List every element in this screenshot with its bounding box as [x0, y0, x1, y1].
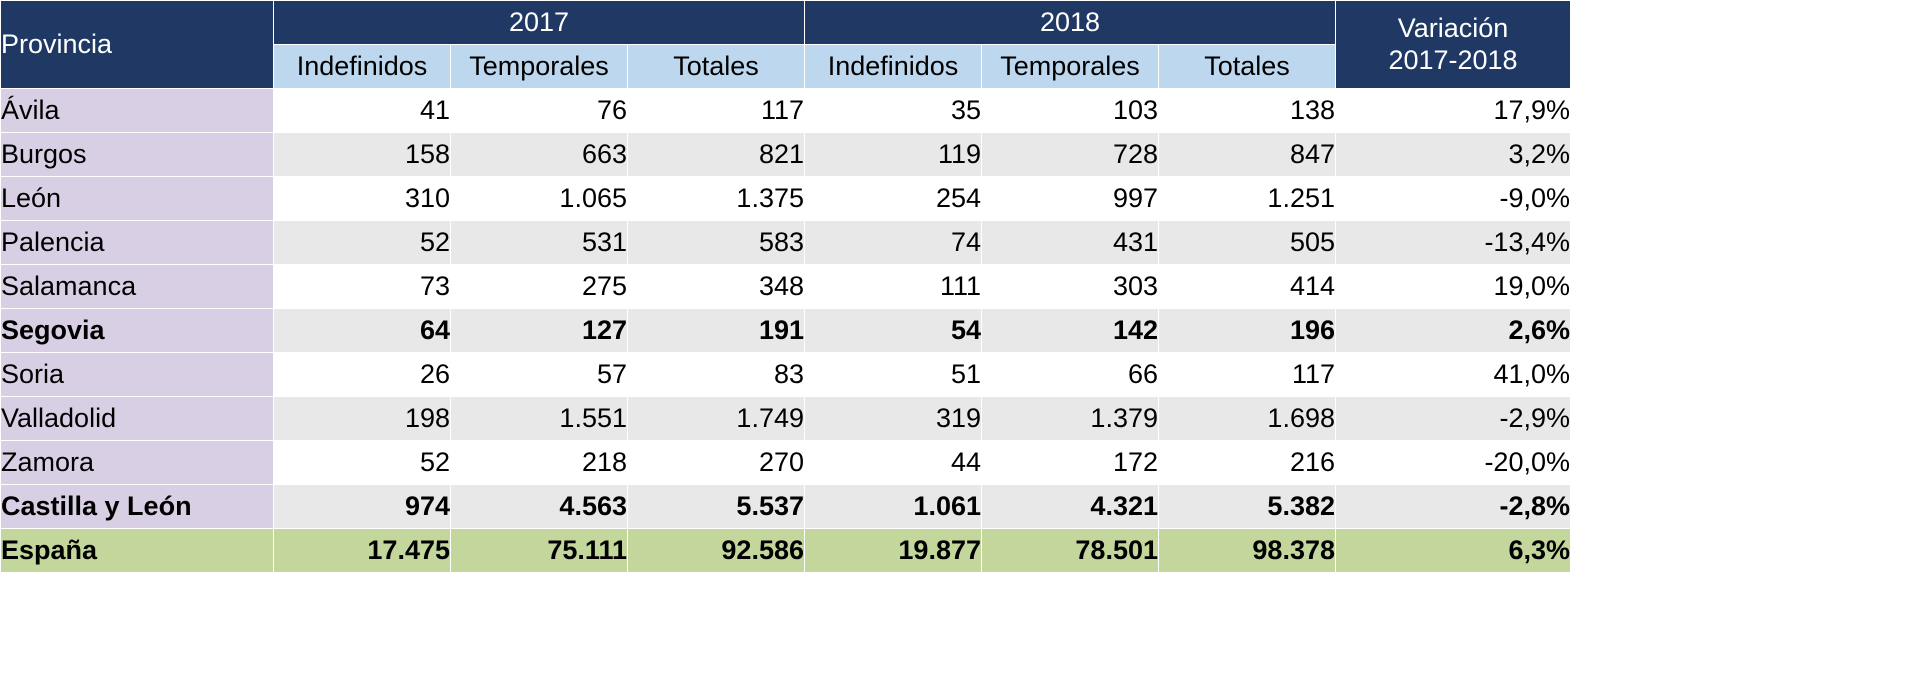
cell-variacion: 19,0% — [1336, 265, 1571, 309]
cell-value: 847 — [1159, 133, 1336, 177]
cell-value: 64 — [274, 309, 451, 353]
cell-provincia: Burgos — [1, 133, 274, 177]
cell-value: 216 — [1159, 441, 1336, 485]
cell-value: 218 — [451, 441, 628, 485]
cell-provincia: Palencia — [1, 221, 274, 265]
column-header-2018-indefinidos: Indefinidos — [805, 45, 982, 89]
cell-value: 1.061 — [805, 485, 982, 529]
column-header-2017-totales: Totales — [628, 45, 805, 89]
cell-value: 303 — [982, 265, 1159, 309]
cell-value: 117 — [628, 89, 805, 133]
cell-value: 5.537 — [628, 485, 805, 529]
cell-value: 4.321 — [982, 485, 1159, 529]
cell-value: 348 — [628, 265, 805, 309]
cell-provincia: Soria — [1, 353, 274, 397]
cell-value: 74 — [805, 221, 982, 265]
cell-provincia: Valladolid — [1, 397, 274, 441]
cell-value: 997 — [982, 177, 1159, 221]
cell-value: 1.551 — [451, 397, 628, 441]
cell-value: 52 — [274, 441, 451, 485]
cell-value: 83 — [628, 353, 805, 397]
cell-variacion: -20,0% — [1336, 441, 1571, 485]
table-row — [1, 353, 1571, 397]
cell-value: 92.586 — [628, 529, 805, 573]
cell-value: 198 — [274, 397, 451, 441]
cell-value: 663 — [451, 133, 628, 177]
cell-value: 138 — [1159, 89, 1336, 133]
column-header-2018-totales: Totales — [1159, 45, 1336, 89]
table-row — [1, 485, 1571, 529]
cell-provincia: Ávila — [1, 89, 274, 133]
cell-value: 728 — [982, 133, 1159, 177]
table-row — [1, 133, 1571, 177]
table-row — [1, 309, 1571, 353]
cell-value: 44 — [805, 441, 982, 485]
table-row — [1, 441, 1571, 485]
cell-value: 57 — [451, 353, 628, 397]
cell-value: 17.475 — [274, 529, 451, 573]
cell-variacion: 3,2% — [1336, 133, 1571, 177]
cell-value: 142 — [982, 309, 1159, 353]
cell-value: 974 — [274, 485, 451, 529]
table-row — [1, 89, 1571, 133]
cell-provincia: León — [1, 177, 274, 221]
cell-variacion: -2,8% — [1336, 485, 1571, 529]
cell-value: 117 — [1159, 353, 1336, 397]
cell-value: 103 — [982, 89, 1159, 133]
cell-provincia: España — [1, 529, 274, 573]
cell-value: 1.065 — [451, 177, 628, 221]
cell-value: 76 — [451, 89, 628, 133]
column-header-2018-temporales: Temporales — [982, 45, 1159, 89]
column-header-2017-temporales: Temporales — [451, 45, 628, 89]
cell-value: 505 — [1159, 221, 1336, 265]
cell-value: 119 — [805, 133, 982, 177]
cell-value: 5.382 — [1159, 485, 1336, 529]
column-header-variacion — [1336, 1, 1571, 89]
cell-value: 531 — [451, 221, 628, 265]
cell-value: 583 — [628, 221, 805, 265]
cell-value: 26 — [274, 353, 451, 397]
cell-value: 275 — [451, 265, 628, 309]
cell-value: 158 — [274, 133, 451, 177]
cell-provincia: Castilla y León — [1, 485, 274, 529]
cell-value: 191 — [628, 309, 805, 353]
cell-variacion: 6,3% — [1336, 529, 1571, 573]
cell-value: 111 — [805, 265, 982, 309]
cell-variacion: 17,9% — [1336, 89, 1571, 133]
cell-value: 414 — [1159, 265, 1336, 309]
variacion-label-line2: 2017-2018 — [1388, 44, 1518, 75]
cell-value: 54 — [805, 309, 982, 353]
table-row — [1, 265, 1571, 309]
cell-value: 127 — [451, 309, 628, 353]
column-header-year-2017: 2017 — [274, 1, 805, 45]
cell-value: 172 — [982, 441, 1159, 485]
cell-value: 75.111 — [451, 529, 628, 573]
table-row — [1, 177, 1571, 221]
cell-value: 254 — [805, 177, 982, 221]
cell-value: 310 — [274, 177, 451, 221]
variacion-label-line1: Variación — [1397, 13, 1509, 44]
cell-value: 35 — [805, 89, 982, 133]
cell-provincia: Zamora — [1, 441, 274, 485]
cell-value: 431 — [982, 221, 1159, 265]
cell-variacion: 41,0% — [1336, 353, 1571, 397]
table-row — [1, 529, 1571, 573]
cell-value: 98.378 — [1159, 529, 1336, 573]
column-header-2017-indefinidos: Indefinidos — [274, 45, 451, 89]
cell-variacion: 2,6% — [1336, 309, 1571, 353]
cell-value: 1.698 — [1159, 397, 1336, 441]
cell-value: 41 — [274, 89, 451, 133]
cell-value: 78.501 — [982, 529, 1159, 573]
cell-value: 821 — [628, 133, 805, 177]
cell-variacion: -2,9% — [1336, 397, 1571, 441]
cell-value: 319 — [805, 397, 982, 441]
cell-value: 196 — [1159, 309, 1336, 353]
cell-variacion: -13,4% — [1336, 221, 1571, 265]
cell-provincia: Segovia — [1, 309, 274, 353]
column-header-provincia: Provincia — [1, 1, 274, 89]
cell-provincia: Salamanca — [1, 265, 274, 309]
cell-value: 4.563 — [451, 485, 628, 529]
cell-value: 270 — [628, 441, 805, 485]
cell-value: 19.877 — [805, 529, 982, 573]
cell-value: 1.379 — [982, 397, 1159, 441]
cell-variacion: -9,0% — [1336, 177, 1571, 221]
cell-value: 1.251 — [1159, 177, 1336, 221]
column-header-year-2018: 2018 — [805, 1, 1336, 45]
header-row-years — [1, 1, 1571, 45]
cell-value: 51 — [805, 353, 982, 397]
table-row — [1, 221, 1571, 265]
cell-value: 1.749 — [628, 397, 805, 441]
cell-value: 1.375 — [628, 177, 805, 221]
cell-value: 66 — [982, 353, 1159, 397]
cell-value: 73 — [274, 265, 451, 309]
table-header — [1, 1, 1571, 89]
cell-value: 52 — [274, 221, 451, 265]
table-row — [1, 397, 1571, 441]
table-body — [1, 89, 1571, 573]
